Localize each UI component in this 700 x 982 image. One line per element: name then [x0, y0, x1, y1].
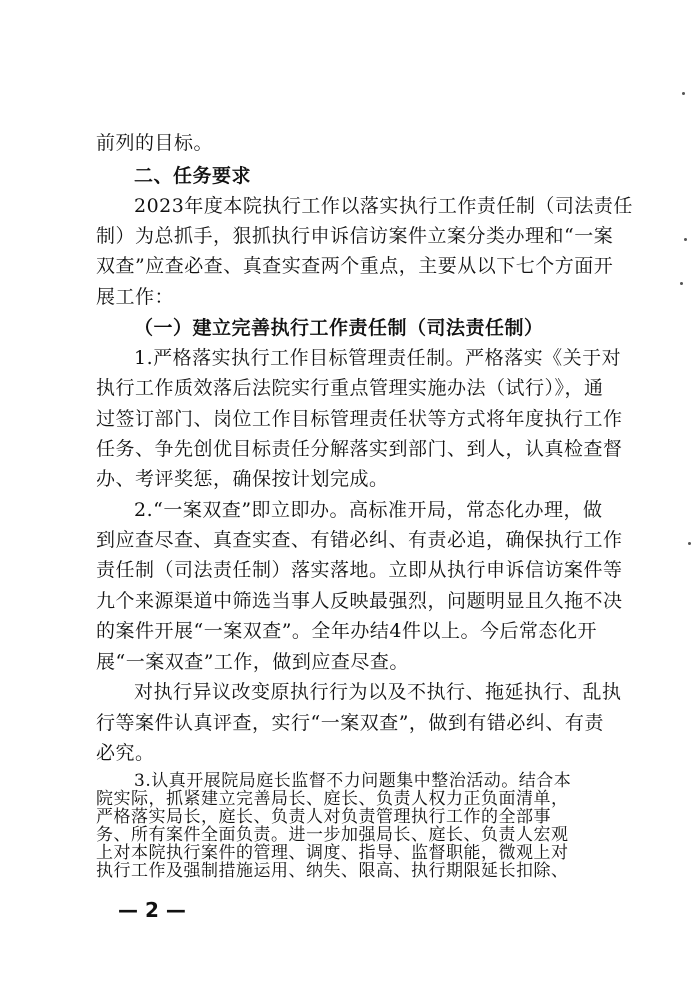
text-line: 九个来源渠道中筛选当事人反映最强烈，问题明显且久拖不决: [96, 590, 623, 612]
text-line: 2.“一案双查”即立即办。高标准开局，常态化办理，做: [134, 499, 603, 521]
text-line: 办、考评奖惩，确保按计划完成。: [96, 468, 389, 490]
text-line: 过签订部门、岗位工作目标管理责任状等方式将年度执行工作: [96, 408, 623, 430]
text-line: 院实际，抓紧建立完善局长、庭长、负责人权力正负面清单，: [96, 789, 569, 809]
section-heading: 二、任务要求: [134, 165, 252, 187]
text-line: 执行工作质效落后法院实行重点管理实施办法（试行）》，通: [96, 377, 604, 399]
text-line: 对执行异议改变原执行行为以及不执行、拖延执行、乱执: [134, 681, 622, 703]
text-line: 务、所有案件全面负责。进一步加强局长、庭长、负责人宏观: [96, 825, 569, 845]
text-line: 2023年度本院执行工作以落实执行工作责任制（司法责任: [134, 195, 633, 217]
text-line: 展工作：: [96, 286, 175, 308]
text-line: 到应查尽查、真查实查、有错必纠、有责必追，确保执行工作: [96, 529, 623, 551]
text-line: 责任制（司法责任制）落实落地。立即从执行申诉信访案件等: [96, 559, 623, 581]
scan-speck: [688, 542, 691, 545]
text-line: 行等案件认真评查，实行“一案双查”，做到有错必纠、有责: [96, 712, 604, 734]
text-line: 任务、争先创优目标责任分解落实到部门、到人，认真检查督: [96, 438, 623, 460]
text-line: 执行工作及强制措施运用、纳失、限高、执行期限延长扣除、: [96, 861, 569, 881]
text-line: 3.认真开展院局庭长监督不力问题集中整治活动。结合本: [134, 771, 572, 791]
scan-speck: [684, 238, 687, 241]
page-number: — 2 —: [118, 898, 186, 922]
text-line: 展“一案双查”工作，做到应查尽查。: [96, 651, 409, 673]
text-line: 前列的目标。: [96, 132, 214, 154]
text-line: 1.严格落实执行工作目标管理责任制。严格落实《关于对: [134, 347, 622, 369]
text-line: 必究。: [96, 742, 155, 764]
subsection-heading: （一）建立完善执行工作责任制（司法责任制）: [134, 317, 544, 339]
text-line: 双查”应查必查、真查实查两个重点，主要从以下七个方面开: [96, 255, 614, 277]
scan-speck: [682, 92, 685, 95]
text-line: 的案件开展“一案双查”。全年办结4件以上。今后常态化开: [96, 620, 598, 642]
text-line: 上对本院执行案件的管理、调度、指导、监督职能，微观上对: [96, 843, 569, 863]
scan-speck: [680, 282, 683, 285]
text-line: 制）为总抓手，狠抓执行申诉信访案件立案分类办理和“一案: [96, 225, 614, 247]
text-line: 严格落实局长，庭长、负责人对负责管理执行工作的全部事: [96, 807, 551, 827]
